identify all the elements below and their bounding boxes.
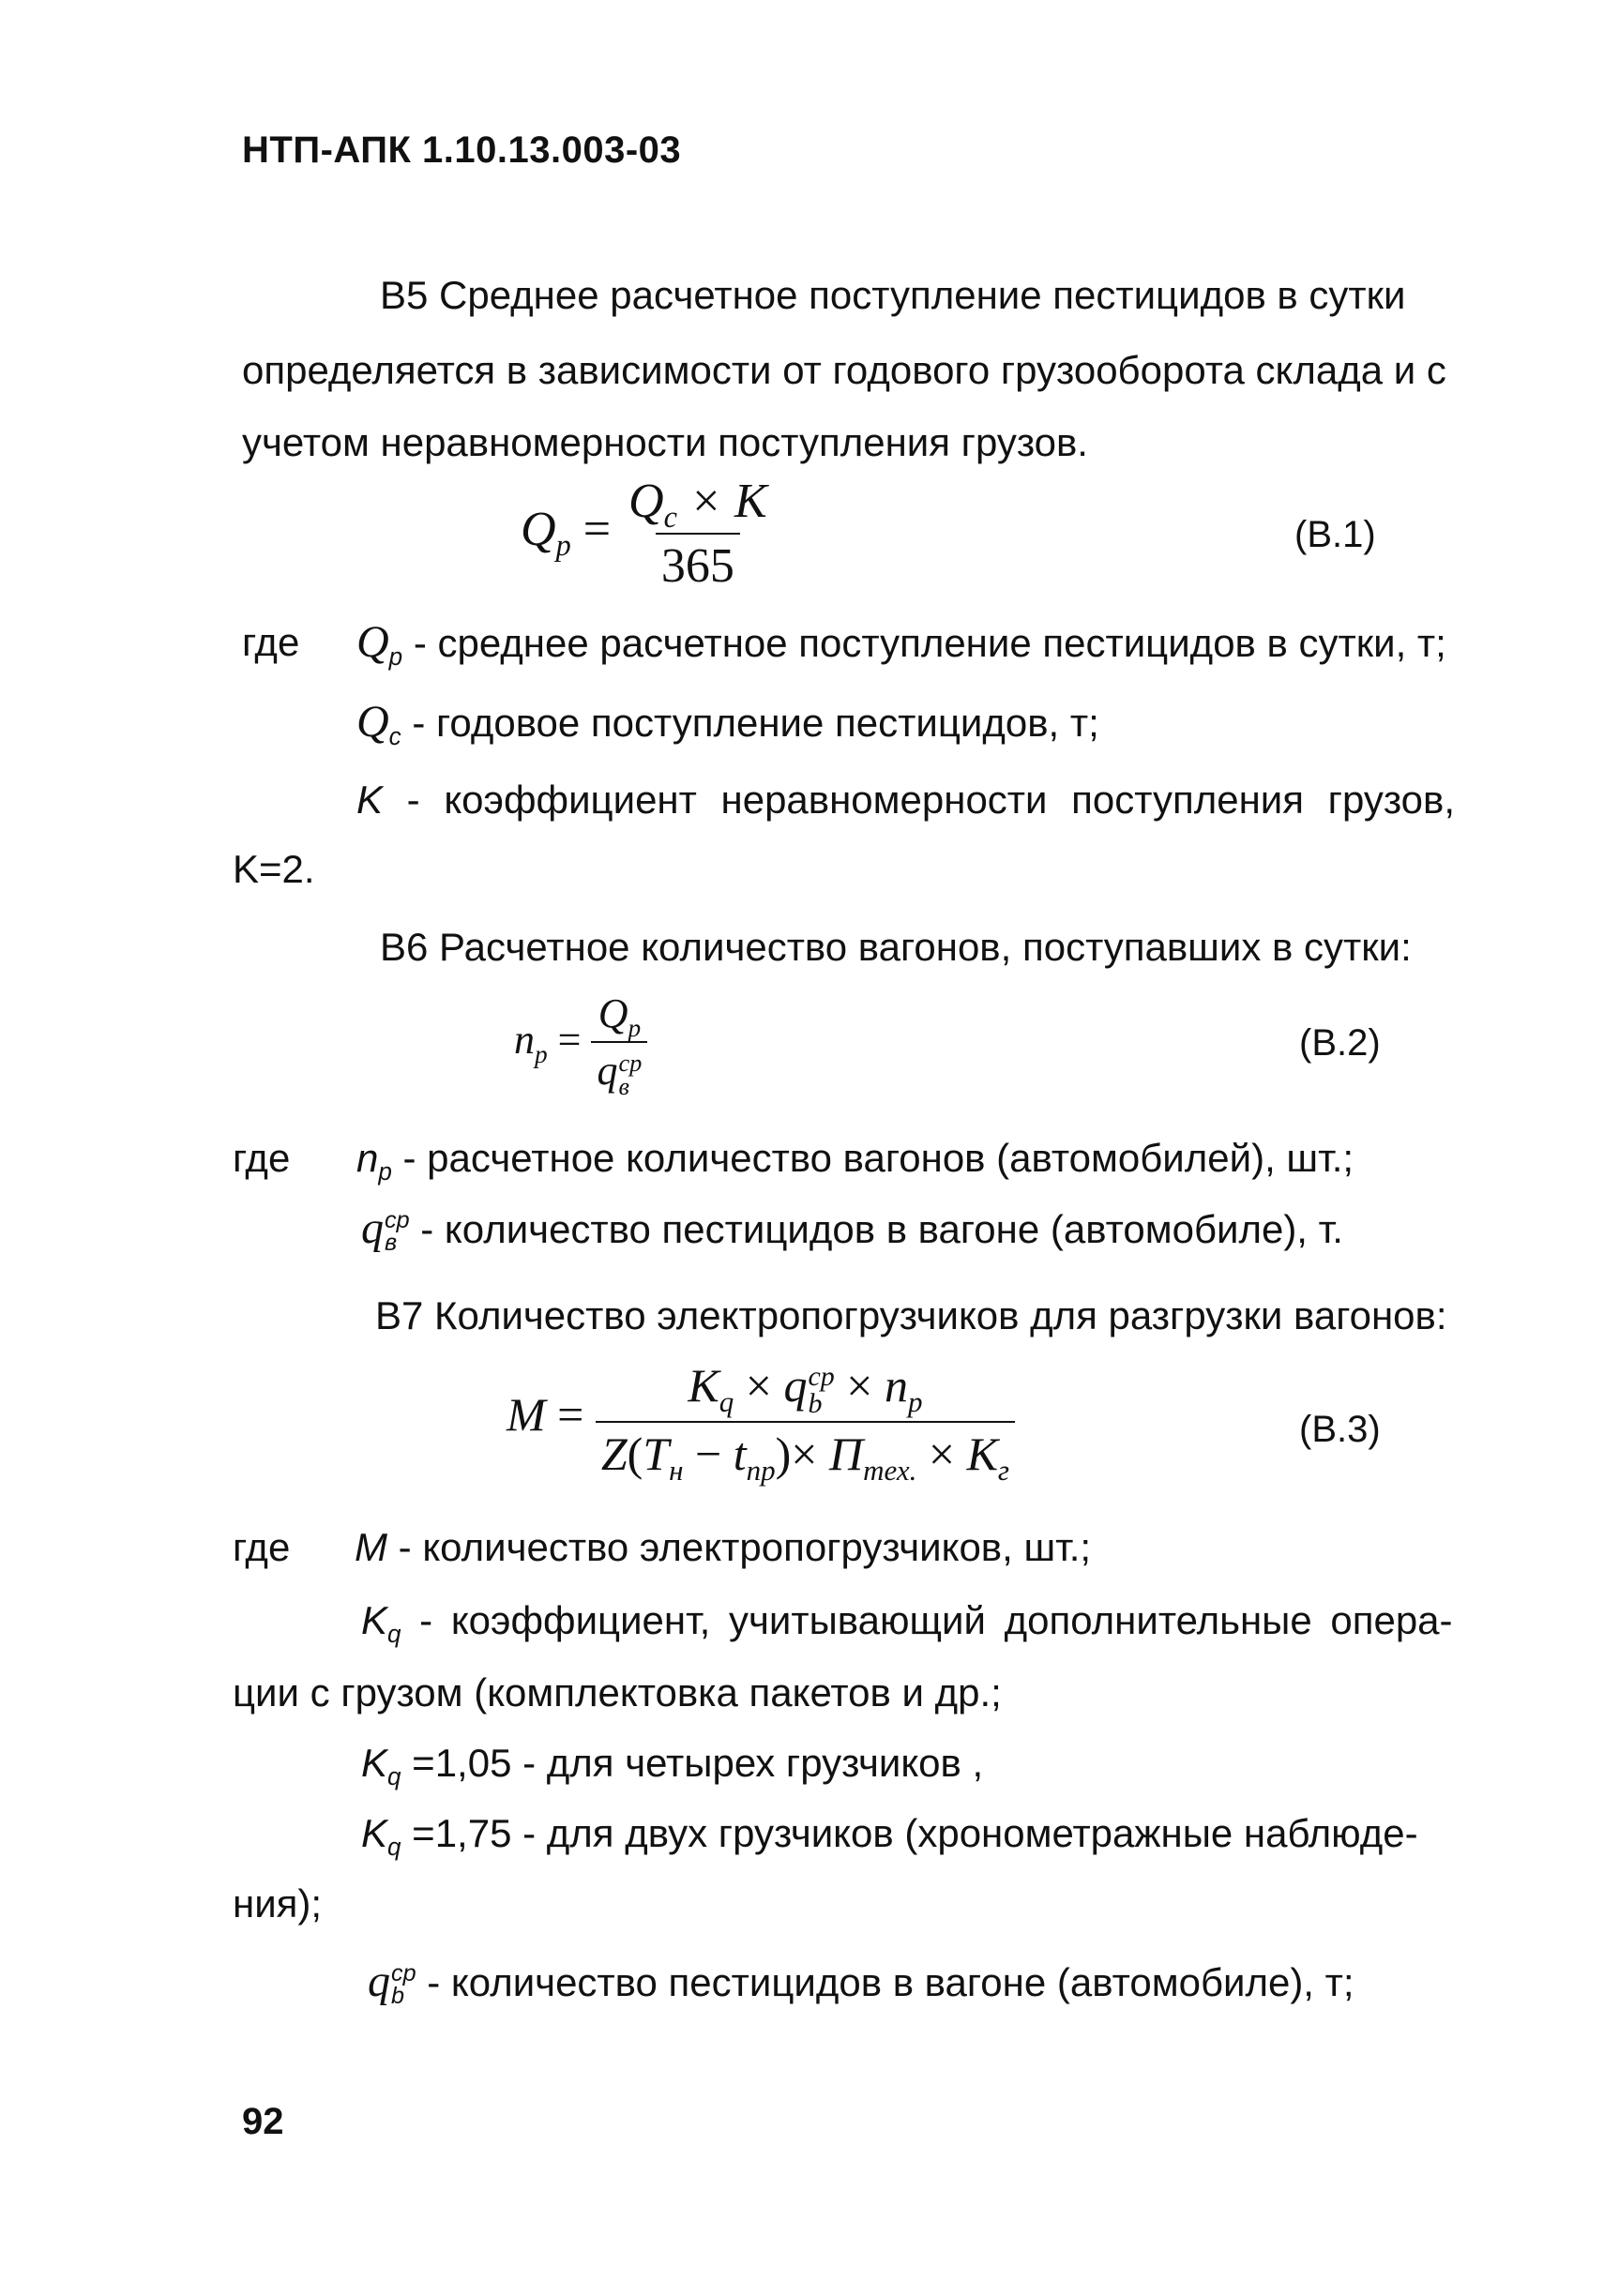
formula-b1-lhs: $Q_p$ [521,502,571,563]
formula-b2-numerator: $Q_p$ [598,990,642,1042]
formula-b3-lhs: M [507,1387,546,1441]
where1-k-line: K - коэффициент неравномерности поступления грузов, [356,778,1455,822]
document-header: НТП-АПК 1.10.13.003-03 [242,129,682,171]
formula-b2-label: (B.2) [1299,1022,1381,1064]
formula-b3-fraction [596,1358,1015,1487]
formula-b2-denominator: q cp в [591,1041,647,1098]
b5-line-3: учетом неравномерности поступления грузов. [242,420,1088,464]
page-number: 92 [242,2101,284,2142]
b6-line-1: В6 Расчетное количество вагонов, поступавших в сутки: [380,925,1412,969]
b5-line-2: определяется в зависимости от годового грузооборота склада и с [242,348,1446,392]
formula-b2-fraction [591,989,647,1098]
where3-gde: где [233,1525,291,1569]
where3-kq1-line: $K_q =1,05$ - для четырех грузчиков , [361,1741,984,1791]
formula-b2: $n_p$ = $Q_p$ q cp в [514,989,647,1098]
formula-b1-numerator: $Q_c \times K$ [628,475,767,535]
formula-b1-label: (B.1) [1294,514,1376,555]
where3-qb-line: q cp b - количество пестицидов в вагоне (автомобиле), т; [368,1956,1354,2009]
formula-b1-fraction [623,474,773,594]
formula-b3-label: (B.3) [1299,1409,1381,1450]
where3-m-line: M - количество электропогрузчиков, шт.; [355,1525,1092,1569]
b7-line-1: В7 Количество электропогрузчиков для разгрузки вагонов: [375,1293,1447,1337]
where3-kq2-cont: ния); [233,1881,323,1926]
where2-np-line: $n_p$ - расчетное количество вагонов (автомобилей), шт.; [356,1136,1354,1186]
where1-gde: где [242,620,300,664]
where1-qc-line: $Q_c$ - годовое поступление пестицидов, т; [356,697,1099,751]
formula-b1-denominator: 365 [656,533,740,594]
formula-b1: $Q_p$ = $\frac{Q_c \times K}{365}$ [521,474,773,594]
b5-line-1: В5 Среднее расчетное поступление пестицидов в сутки [380,273,1406,317]
formula-b2-lhs: $n_p$ [514,1017,548,1068]
where2-q-line: q cp в - количество пестицидов в вагоне (автомобиле), т. [361,1203,1343,1256]
where3-kq-line: $K_q$ - коэффициент, учитывающий дополнительные опера- [361,1598,1453,1649]
where3-kq-cont: ции с грузом (комплектовка пакетов и др.; [233,1670,1002,1714]
formula-b3-numerator: $K_q \times q$ cp b × $n_p$ [688,1359,923,1419]
where2-gde: где [233,1136,291,1180]
where3-kq2-line: $K_q =1,75$ - для двух грузчиков (хронометражные наблюде- [361,1811,1418,1862]
where1-qp-line: $Q_p$ - среднее расчетное поступление пестицидов в сутки, т; [356,617,1446,672]
formula-b3-denominator: $Z(T_н - t_{пр})\times П_{тех.} \times K_г$ [596,1421,1015,1481]
where1-k-value: K=2. [233,847,315,891]
formula-b3: M = $K_q \times q$ cp b × $n_p$ $Z(T_н - t_{пр})\times П_{тех.} \times K_г$ [507,1358,1015,1481]
